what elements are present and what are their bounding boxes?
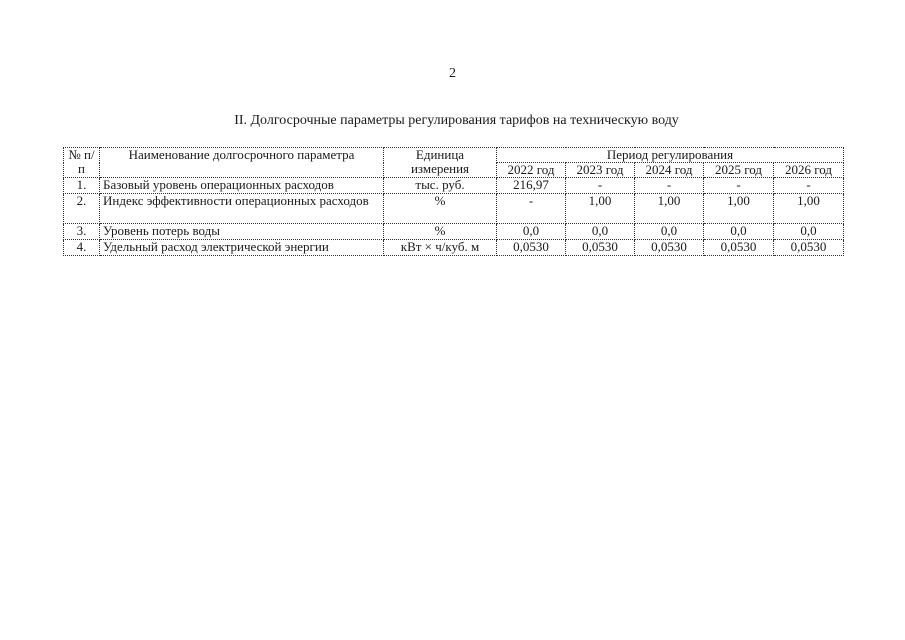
page-number: 2: [449, 66, 456, 81]
document-title: II. Долгосрочные параметры регулирования тарифов на техническую воду: [234, 113, 679, 128]
unit-cell: кВт × ч/куб. м: [384, 240, 497, 256]
header-year: 2023 год: [566, 163, 635, 178]
table-row: [64, 224, 844, 240]
parameter-name: Индекс эффективности операционных расходов: [100, 194, 384, 224]
value-cell: 0,0530: [635, 240, 704, 256]
value-cell: 0,0: [497, 224, 566, 240]
value-cell: 0,0: [774, 224, 844, 240]
value-cell: 1,00: [774, 194, 844, 224]
value-cell: -: [566, 178, 635, 194]
value-cell: -: [774, 178, 844, 194]
value-cell: 1,00: [566, 194, 635, 224]
table-row: [64, 240, 844, 256]
row-number: 3.: [64, 224, 100, 240]
value-cell: 0,0: [566, 224, 635, 240]
unit-cell: тыс. руб.: [384, 178, 497, 194]
header-year: 2025 год: [704, 163, 774, 178]
header-period: Период регулирования: [497, 148, 844, 163]
value-cell: 216,97: [497, 178, 566, 194]
value-cell: -: [704, 178, 774, 194]
value-cell: 0,0: [635, 224, 704, 240]
header-year: 2022 год: [497, 163, 566, 178]
row-number: 1.: [64, 178, 100, 194]
header-row: [64, 148, 844, 163]
header-unit: Единица измерения: [384, 148, 497, 178]
value-cell: -: [497, 194, 566, 224]
unit-cell: %: [384, 224, 497, 240]
value-cell: 0,0530: [497, 240, 566, 256]
row-number: 4.: [64, 240, 100, 256]
value-cell: 0,0530: [704, 240, 774, 256]
row-number: 2.: [64, 194, 100, 224]
value-cell: 0,0530: [566, 240, 635, 256]
header-num: № п/п: [64, 148, 100, 178]
parameter-name: Базовый уровень операционных расходов: [100, 178, 384, 194]
value-cell: 1,00: [704, 194, 774, 224]
value-cell: 0,0530: [774, 240, 844, 256]
unit-cell: %: [384, 194, 497, 224]
header-year: 2026 год: [774, 163, 844, 178]
parameters-table: [63, 147, 844, 256]
table-row: [64, 178, 844, 194]
parameter-name: Удельный расход электрической энергии: [100, 240, 384, 256]
table-row: [64, 194, 844, 224]
header-year: 2024 год: [635, 163, 704, 178]
value-cell: -: [635, 178, 704, 194]
header-name: Наименование долгосрочного параметра: [100, 148, 384, 178]
value-cell: 0,0: [704, 224, 774, 240]
parameter-name: Уровень потерь воды: [100, 224, 384, 240]
value-cell: 1,00: [635, 194, 704, 224]
